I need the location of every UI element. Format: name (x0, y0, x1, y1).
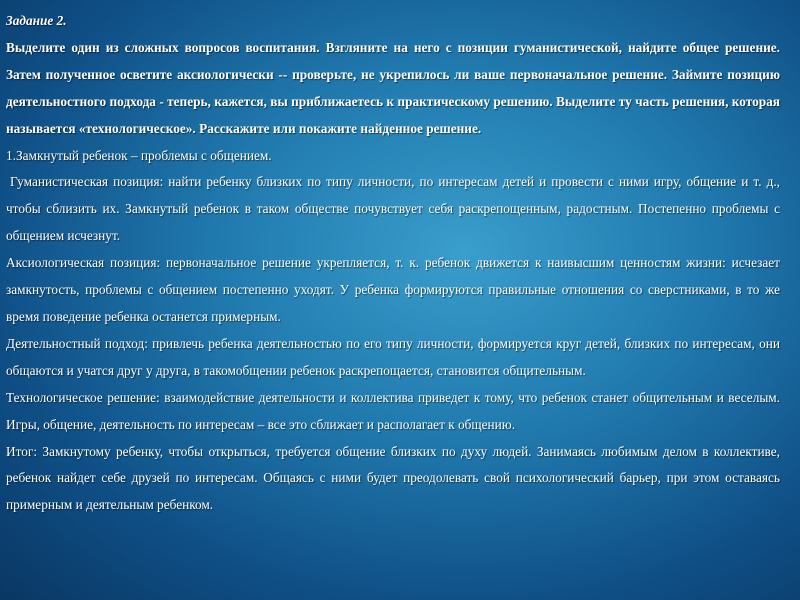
slide-content (6, 8, 780, 519)
problem-title: 1.Замкнутый ребенок – проблемы с общением. (6, 147, 272, 163)
task-heading: Задание 2. (6, 13, 67, 28)
technological-paragraph: Технологическое решение: взаимодействие деятельности и коллектива приведет к тому, что ребенок станет общительным и веселым. Игры, общение, деятельность по интересам – все это сближает и располагает к общению. (6, 389, 780, 432)
task-description: Выделите один из сложных вопросов воспитания. Взгляните на него с позиции гуманистической, найдите общее решение. Затем полученное осветите аксиологически -- проверьте, не укрепилось ли ваше первоначальное решение. Займите позицию деятельностного подхода - теперь, кажется, вы приближаетесь к практическому решению. Выделите ту часть решения, которая называется «технологическое». Расскажите или покажите найденное решение. (6, 39, 780, 136)
conclusion-paragraph: Итог: Замкнутому ребенку, чтобы открыться, требуется общение близких по духу людей. Занимаясь любимым делом в коллективе, ребенок найдет себе друзей по интересам. Общаясь с ними будет преодолевать свой психологический барьер, при этом оставаясь примерным и деятельным ребенком. (6, 443, 780, 513)
activity-paragraph: Деятельностный подход: привлечь ребенка деятельностью по его типу личности, формируется круг детей, близких по интересам, они общаются и учатся друг у друга, в такомобщении ребенок раскрепощается, становится общительным. (6, 335, 780, 378)
axiological-paragraph: Аксиологическая позиция: первоначальное решение укрепляется, т. к. ребенок движется к наивысшим ценностям жизни: исчезает замкнутость, проблемы с общением постепенно уходят. У ребенка формируются правильные отношения со сверстниками, в то же время поведение ребенка останется примерным. (6, 255, 780, 324)
humanistic-paragraph: Гуманистическая позиция: найти ребенку близких по типу личности, по интересам детей и провести с ними игру, общение и т. д., чтобы сблизить их. Замкнутый ребенок в таком обществе почувствует себя раскрепощенным, радостным. Постепенно проблемы с общением исчезнут. (6, 174, 780, 244)
